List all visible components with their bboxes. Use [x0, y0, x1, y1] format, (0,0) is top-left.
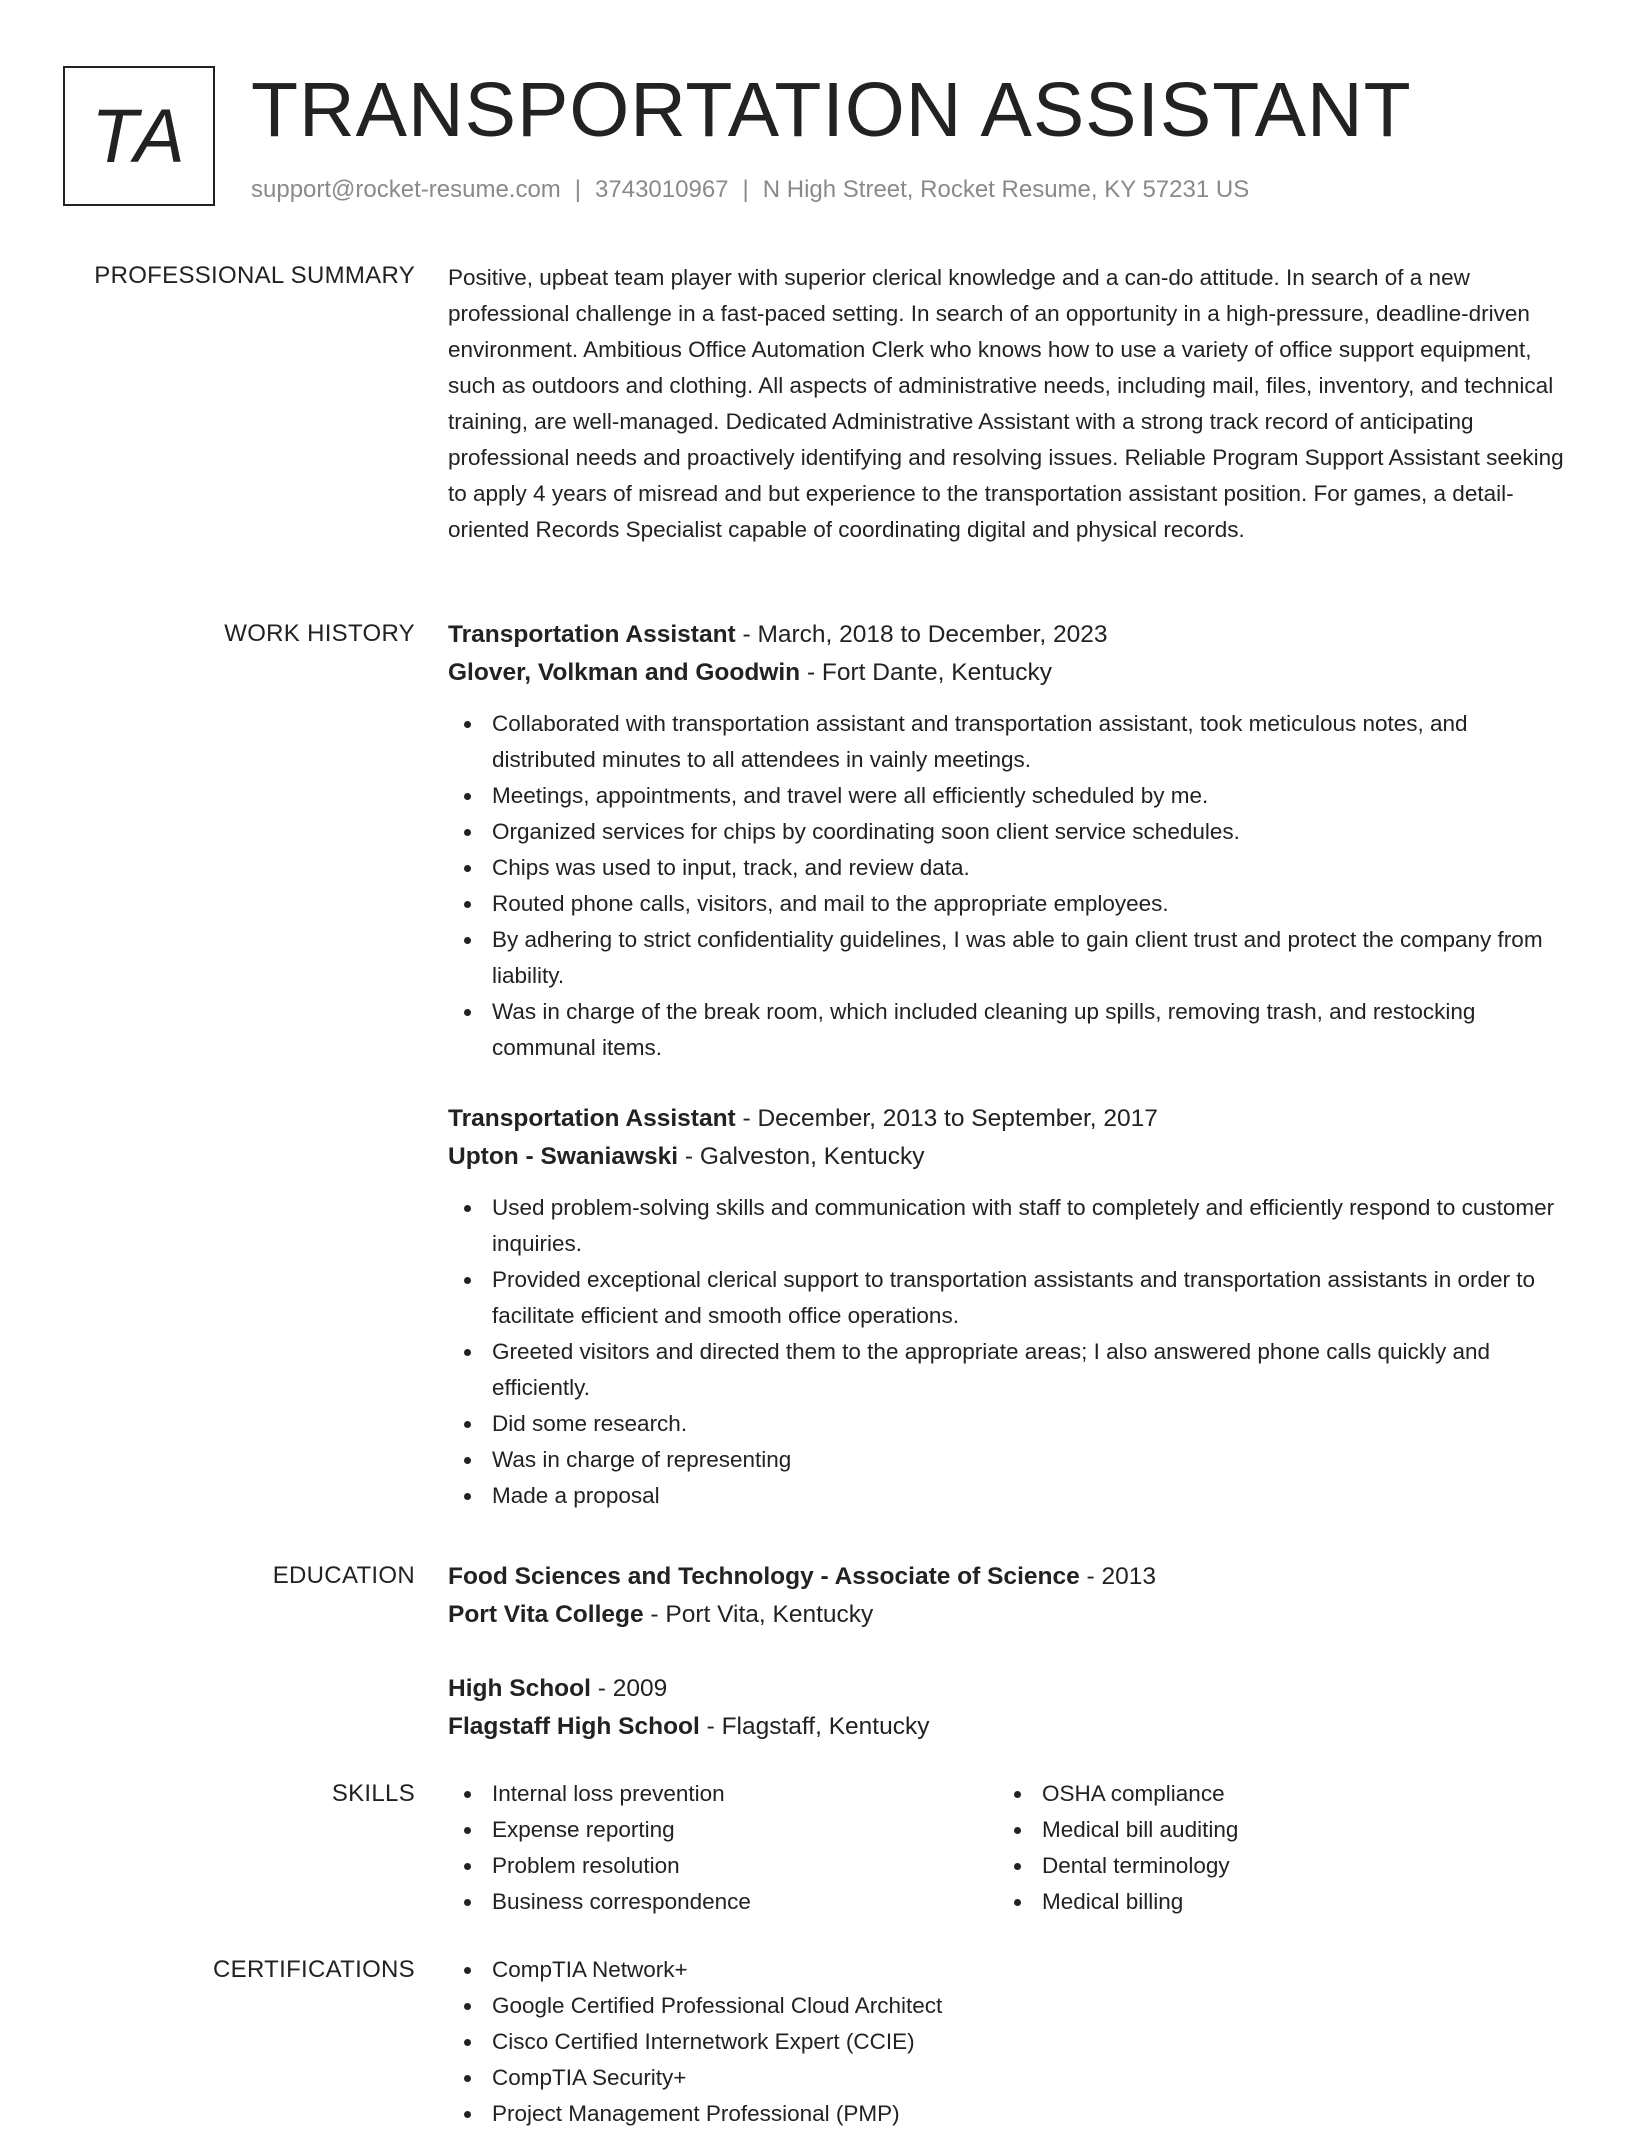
skill-item: Problem resolution: [492, 1848, 998, 1884]
job-bullet: By adhering to strict confidentiality guidelines, I was able to gain client trust and protect the company from liability.: [492, 922, 1568, 994]
contact-email[interactable]: support@rocket-resume.com: [251, 176, 561, 203]
section-title-work-history: WORK HISTORY: [224, 620, 415, 647]
job-dates: - March, 2018 to December, 2023: [735, 621, 1108, 648]
certification-item: Cisco Certified Internetwork Expert (CCIE): [492, 2024, 1568, 2060]
skill-item: Dental terminology: [1042, 1848, 1548, 1884]
contact-separator: |: [742, 176, 749, 203]
contact-address: N High Street, Rocket Resume, KY 57231 US: [762, 176, 1250, 203]
section-title-summary: PROFESSIONAL SUMMARY: [94, 262, 415, 289]
education-location: - Port Vita, Kentucky: [643, 1601, 874, 1628]
contact-line: [251, 174, 1249, 206]
contact-phone[interactable]: 3743010967: [595, 176, 729, 203]
education-degree: High School: [448, 1675, 591, 1702]
certification-item: Project Management Professional (PMP): [492, 2096, 1568, 2132]
resume-header: [63, 66, 1563, 212]
job-bullets: [448, 706, 1568, 1066]
skill-item: Medical billing: [1042, 1884, 1548, 1920]
job-company-line: [448, 654, 1568, 692]
job-bullet: Made a proposal: [492, 1478, 1568, 1514]
job-bullet: Provided exceptional clerical support to transportation assistants and transportation assistants in order to facilitate efficient and smooth office operations.: [492, 1262, 1568, 1334]
job-location: - Fort Dante, Kentucky: [800, 659, 1053, 686]
job-bullet: Was in charge of representing: [492, 1442, 1568, 1478]
job-bullet: Chips was used to input, track, and review data.: [492, 850, 1568, 886]
education-school: Port Vita College: [448, 1601, 644, 1628]
job-dates: - December, 2013 to September, 2017: [735, 1105, 1158, 1132]
job-bullets: [448, 1190, 1568, 1514]
education-degree: Food Sciences and Technology - Associate of Science: [448, 1563, 1080, 1590]
job-list: [448, 616, 1568, 1548]
job-bullet: Used problem-solving skills and communication with staff to completely and efficiently respond to customer inquiries.: [492, 1190, 1568, 1262]
certifications-list: [448, 1952, 1568, 2132]
job-title-line: [448, 616, 1568, 654]
job-entry: [448, 1100, 1568, 1514]
job-location: - Galveston, Kentucky: [678, 1143, 925, 1170]
summary-text: Positive, upbeat team player with superior clerical knowledge and a can-do attitude. In search of a new professional challenge in a fast-paced setting. In search of an opportunity in a high-pressure, deadline-driven environment. Ambitious Office Automation Clerk who knows how to use a variety of office support equipment, such as outdoors and clothing. All aspects of administrative needs, including mail, files, inventory, and technical training, are well-managed. Dedicated Administrative Assistant with a strong track record of anticipating professional needs and proactively identifying and resolving issues. Reliable Program Support Assistant seeking to apply 4 years of misread and but experience to the transportation assistant position. For games, a detail-oriented Records Specialist capable of coordinating digital and physical records.: [448, 265, 1564, 542]
skill-item: Medical bill auditing: [1042, 1812, 1548, 1848]
job-company: Upton - Swaniawski: [448, 1143, 679, 1170]
job-bullet: Organized services for chips by coordinating soon client service schedules.: [492, 814, 1568, 850]
job-title-line: [448, 1100, 1568, 1138]
education-school-line: [448, 1708, 1568, 1746]
job-bullet: Meetings, appointments, and travel were all efficiently scheduled by me.: [492, 778, 1568, 814]
job-bullet: Did some research.: [492, 1406, 1568, 1442]
education-year: - 2009: [590, 1675, 668, 1702]
job-bullet: Greeted visitors and directed them to the appropriate areas; I also answered phone calls quickly and efficiently.: [492, 1334, 1568, 1406]
job-entry: [448, 616, 1568, 1066]
contact-separator: |: [574, 176, 582, 203]
job-role: Transportation Assistant: [448, 621, 736, 648]
skill-item: OSHA compliance: [1042, 1776, 1548, 1812]
section-title-skills: SKILLS: [331, 1780, 415, 1807]
education-school-line: [448, 1596, 1568, 1634]
skills-list-right: [998, 1776, 1548, 1920]
certification-item: CompTIA Security+: [492, 2060, 1568, 2096]
resume-title: TRANSPORTATION ASSISTANT: [251, 67, 1412, 153]
skill-item: Expense reporting: [492, 1812, 998, 1848]
section-title-certifications: CERTIFICATIONS: [213, 1956, 415, 1983]
job-role: Transportation Assistant: [448, 1105, 736, 1132]
job-bullet: Was in charge of the break room, which included cleaning up spills, removing trash, and restocking communal items.: [492, 994, 1568, 1066]
job-bullet: Routed phone calls, visitors, and mail to the appropriate employees.: [492, 886, 1568, 922]
job-company: Glover, Volkman and Goodwin: [448, 659, 801, 686]
education-degree-line: [448, 1558, 1568, 1596]
education-degree-line: [448, 1670, 1568, 1708]
education-year: - 2013: [1079, 1563, 1156, 1590]
education-entry: [448, 1558, 1568, 1634]
education-school: Flagstaff High School: [448, 1713, 700, 1740]
certification-item: Google Certified Professional Cloud Architect: [492, 1988, 1568, 2024]
section-title-education: EDUCATION: [272, 1562, 415, 1589]
skills-list-left: [448, 1776, 998, 1920]
education-list: [448, 1558, 1568, 1782]
monogram-logo: TA: [63, 66, 215, 206]
job-bullet: Collaborated with transportation assistant and transportation assistant, took meticulous notes, and distributed minutes to all attendees in vainly meetings.: [492, 706, 1568, 778]
certification-item: CompTIA Network+: [492, 1952, 1568, 1988]
skill-item: Business correspondence: [492, 1884, 998, 1920]
skill-item: Internal loss prevention: [492, 1776, 998, 1812]
education-entry: [448, 1670, 1568, 1746]
education-location: - Flagstaff, Kentucky: [699, 1713, 930, 1740]
job-company-line: [448, 1138, 1568, 1176]
